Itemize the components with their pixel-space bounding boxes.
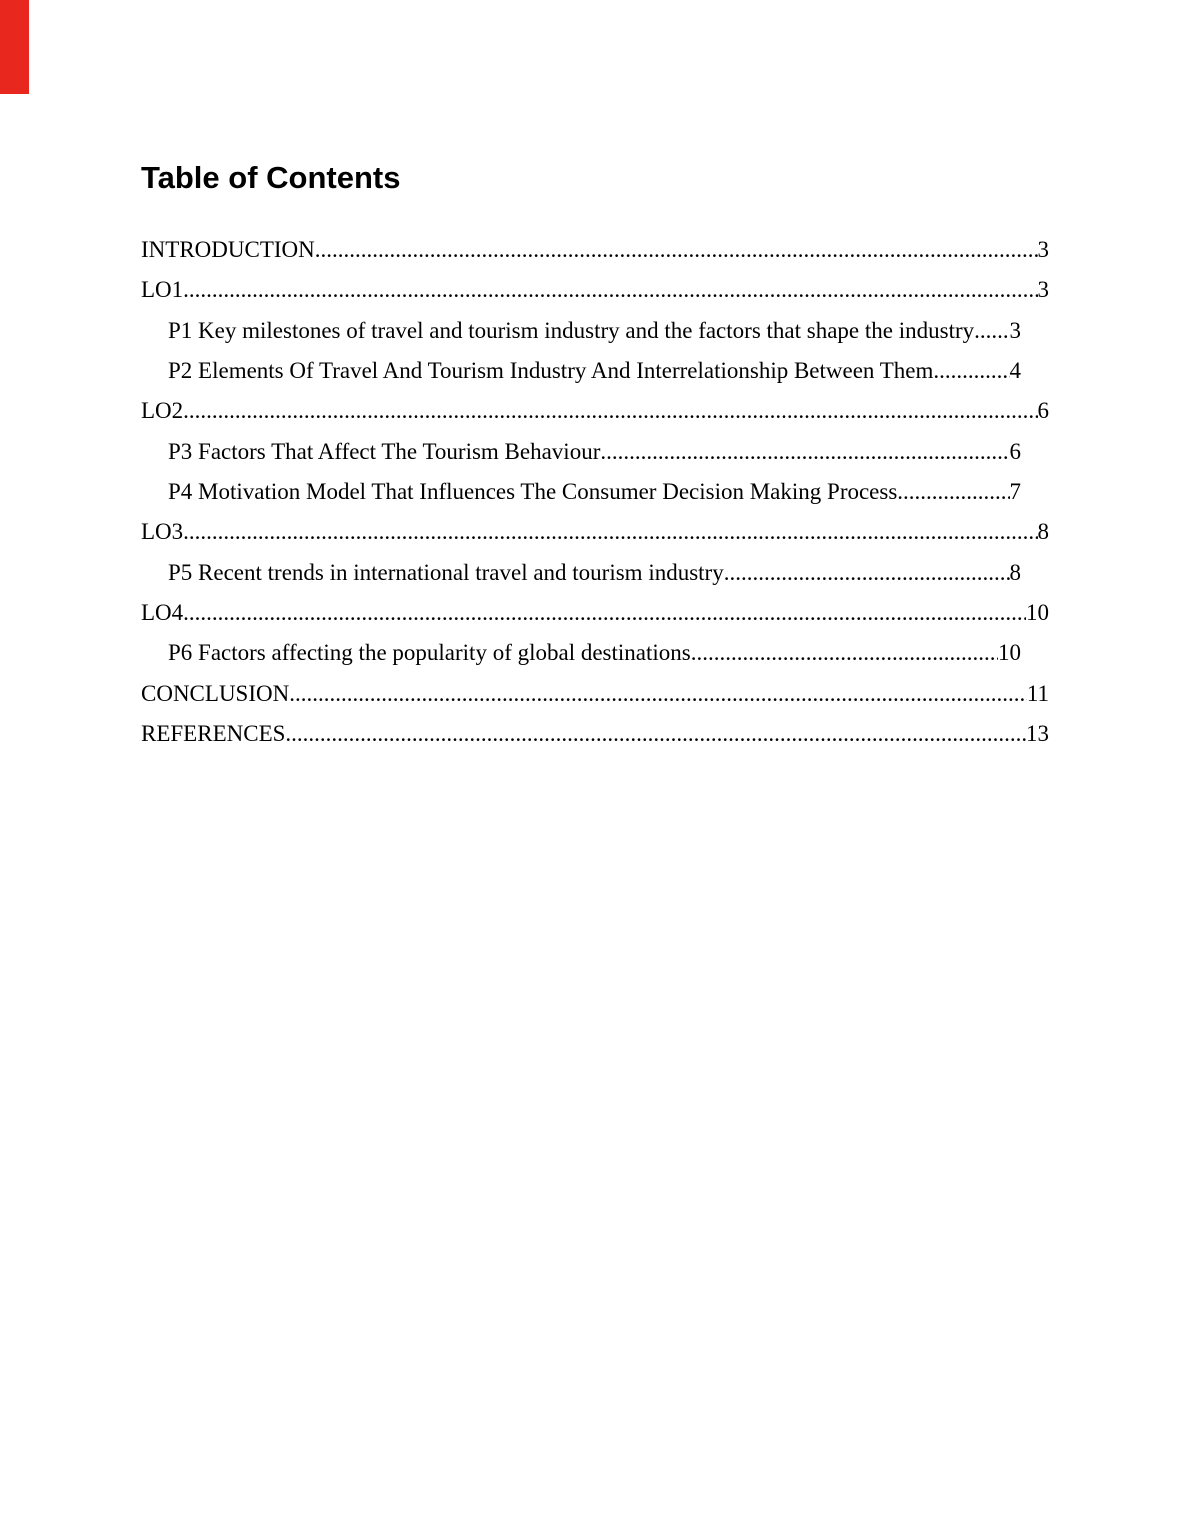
toc-entry-page: 3 (1009, 317, 1021, 343)
toc-entry-label: P6 Factors affecting the popularity of global destinations (168, 640, 691, 666)
toc-entry-page: 10 (998, 640, 1021, 666)
toc-leader-dots (897, 472, 1009, 512)
toc-leader-dots (285, 714, 1026, 754)
toc-entry-page: 11 (1026, 680, 1049, 706)
toc-leader-dots (183, 270, 1037, 310)
toc-entry-label: LO2 (141, 398, 184, 424)
toc-entry-label: LO3 (141, 519, 184, 545)
toc-entry (141, 270, 1049, 310)
toc-entry-label: P1 Key milestones of travel and tourism industry and the factors that shape the industry (168, 317, 975, 343)
toc-entry-page: 8 (1037, 519, 1049, 545)
toc-leader-dots (600, 432, 1009, 472)
toc-entry (141, 714, 1049, 754)
toc-entry-label: P2 Elements Of Travel And Tourism Industry And Interrelationship Between Them (168, 357, 934, 383)
toc-leader-dots (724, 553, 1010, 593)
toc-entry (141, 512, 1049, 552)
toc-entry (141, 674, 1049, 714)
toc-entry-label: P5 Recent trends in international travel and tourism industry (168, 559, 724, 585)
toc-leader-dots (183, 512, 1037, 552)
toc-entry-label: CONCLUSION (141, 680, 290, 706)
toc-entry-page: 10 (1026, 599, 1049, 625)
toc-entry-label: REFERENCES (141, 720, 286, 746)
toc-entry (141, 230, 1049, 270)
toc-entry (141, 432, 1021, 472)
toc-entry (141, 472, 1021, 512)
toc-entry-page: 3 (1037, 237, 1049, 262)
toc-entry-page: 6 (1009, 438, 1021, 464)
red-bookmark (0, 0, 29, 94)
toc-entry-page: 8 (1009, 559, 1021, 585)
toc-entry (141, 391, 1049, 431)
toc-entry-label: LO4 (141, 599, 184, 625)
toc-entry-page: 6 (1037, 398, 1049, 424)
toc-entry (141, 553, 1021, 593)
toc-leader-dots (933, 351, 1009, 391)
toc-entry (141, 633, 1021, 673)
toc-leader-dots (315, 230, 1038, 270)
toc-leader-dots (691, 633, 998, 673)
table-of-contents (141, 230, 1049, 754)
toc-leader-dots (183, 391, 1037, 431)
toc-entry-page: 7 (1009, 478, 1021, 504)
toc-entry-label: P4 Motivation Model That Influences The Consumer Decision Making Process (168, 478, 898, 504)
toc-leader-dots (974, 311, 1009, 351)
page-title: Table of Contents (141, 160, 401, 195)
toc-leader-dots (289, 674, 1027, 714)
toc-entry-page: 13 (1026, 720, 1049, 746)
toc-entry (141, 593, 1049, 633)
toc-entry-page: 3 (1037, 277, 1049, 303)
toc-entry-label: LO1 (141, 277, 184, 303)
toc-entry (141, 351, 1021, 391)
toc-entry-label: P3 Factors That Affect The Tourism Behaviour (168, 438, 601, 464)
toc-entry-label: INTRODUCTION (141, 237, 315, 262)
toc-entry-page: 4 (1009, 357, 1021, 383)
toc-leader-dots (183, 593, 1026, 633)
toc-entry (141, 311, 1021, 351)
